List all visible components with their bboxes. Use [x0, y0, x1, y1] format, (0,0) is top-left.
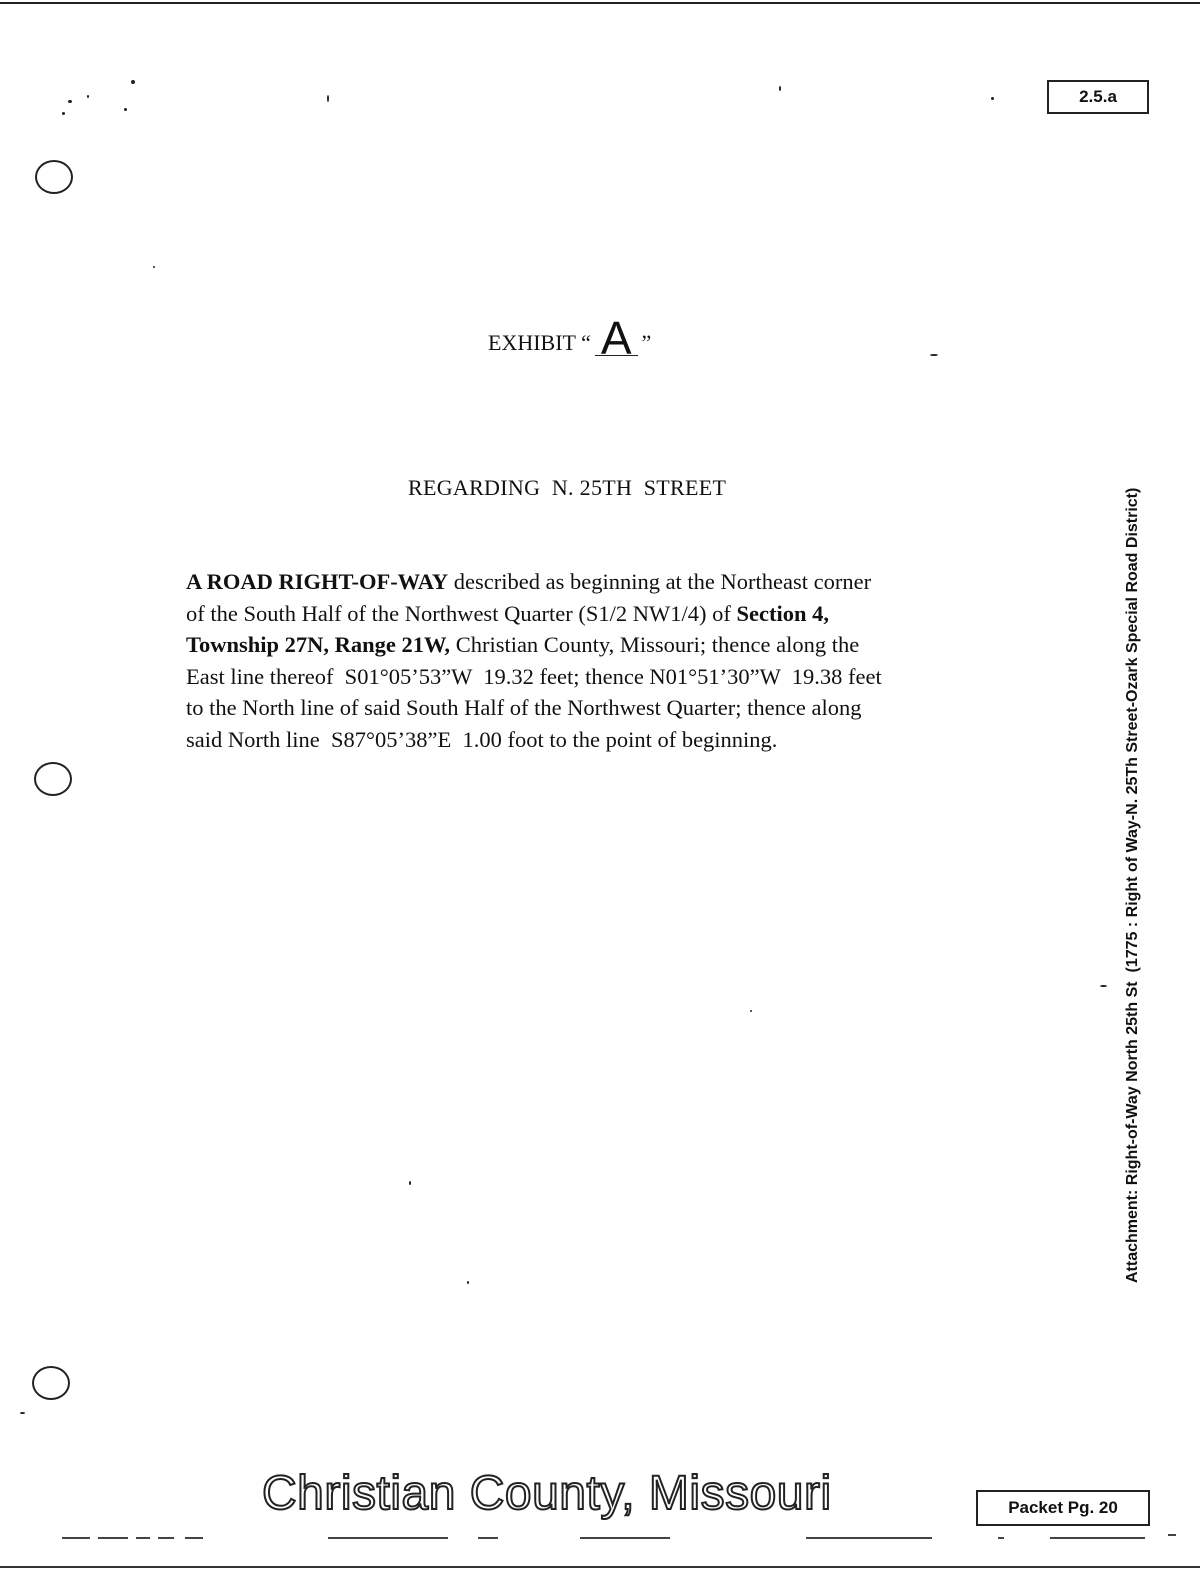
- scan-speck: [327, 95, 329, 102]
- legal-description: [186, 566, 1026, 755]
- footer-dash: [98, 1537, 128, 1539]
- exhibit-letter: A: [600, 312, 632, 364]
- legal-line-3: [186, 629, 1026, 661]
- legal-line-2-text: of the South Half of the Northwest Quarter (S1/2 NW1/4) of: [186, 600, 737, 626]
- county-footer-title: Christian County, Missouri: [262, 1467, 832, 1520]
- scan-speck: [62, 112, 65, 115]
- scan-speck: [467, 1281, 469, 1284]
- scan-speck: [68, 100, 72, 103]
- attachment-side-label: Attachment: Right-of-Way North 25th St (1775 : Right of Way-N. 25Th Street-Ozark Special Road District): [1124, 487, 1141, 1283]
- footer-dash: [1050, 1537, 1145, 1539]
- scan-speck: [153, 266, 155, 268]
- footer-dash: [185, 1537, 203, 1539]
- exhibit-suffix: ”: [641, 330, 652, 355]
- exhibit-heading: [488, 306, 652, 364]
- footer-dash: [580, 1537, 670, 1539]
- scan-speck: [991, 97, 994, 100]
- punch-hole-middle: [34, 762, 72, 796]
- scan-speck: [124, 108, 127, 111]
- legal-line-3-text: Christian County, Missouri; thence along the: [450, 632, 860, 657]
- packet-page-number: Packet Pg. 20: [1008, 1498, 1118, 1517]
- township-range-term: Township 27N, Range: [186, 632, 396, 657]
- scan-speck: [750, 1010, 752, 1012]
- scan-speck: [87, 95, 89, 98]
- legal-line-6: said North line S87°05’38”E 1.00 foot to the point of beginning.: [186, 726, 778, 752]
- exhibit-prefix: EXHIBIT “: [488, 330, 591, 355]
- footer-dash: [478, 1537, 498, 1539]
- scan-speck: [1100, 985, 1107, 987]
- exhibit-letter-blank: [595, 309, 638, 364]
- scan-speck: [20, 1412, 25, 1414]
- scan-speck: [131, 80, 135, 84]
- footer-dash: [806, 1537, 932, 1539]
- footer-dash: [136, 1537, 150, 1539]
- legal-line-1-text: described as beginning at the Northeast corner: [448, 569, 872, 594]
- subject-heading: REGARDING N. 25TH STREET: [408, 475, 727, 500]
- bottom-rule: [0, 1566, 1200, 1568]
- scan-speck: [779, 86, 781, 91]
- punch-hole-bottom: [32, 1366, 70, 1400]
- legal-line-1: [186, 566, 1026, 598]
- footer-dash: [158, 1537, 174, 1539]
- footer-dash: [1168, 1534, 1176, 1536]
- agenda-reference-box: [1047, 80, 1149, 114]
- scan-speck: [409, 1181, 411, 1185]
- road-right-of-way-term: A ROAD RIGHT-OF-WAY: [186, 569, 449, 594]
- footer-dash: [998, 1537, 1004, 1539]
- footer-dash: [62, 1537, 90, 1539]
- footer-dash: [328, 1537, 448, 1539]
- legal-line-4: East line thereof S01°05’53”W 19.32 feet; thence N01°51’30”W 19.38 feet: [186, 663, 882, 689]
- top-rule: [0, 2, 1200, 4]
- packet-page-box: [976, 1490, 1150, 1526]
- scan-speck: [930, 354, 938, 356]
- agenda-reference-code: 2.5.a: [1079, 87, 1117, 106]
- range-value-term: 21W,: [401, 632, 451, 657]
- legal-line-2: [186, 598, 1026, 630]
- section-term: Section 4,: [736, 600, 830, 626]
- punch-hole-top: [35, 160, 73, 194]
- legal-line-5: to the North line of said South Half of the Northwest Quarter; thence along: [186, 695, 862, 720]
